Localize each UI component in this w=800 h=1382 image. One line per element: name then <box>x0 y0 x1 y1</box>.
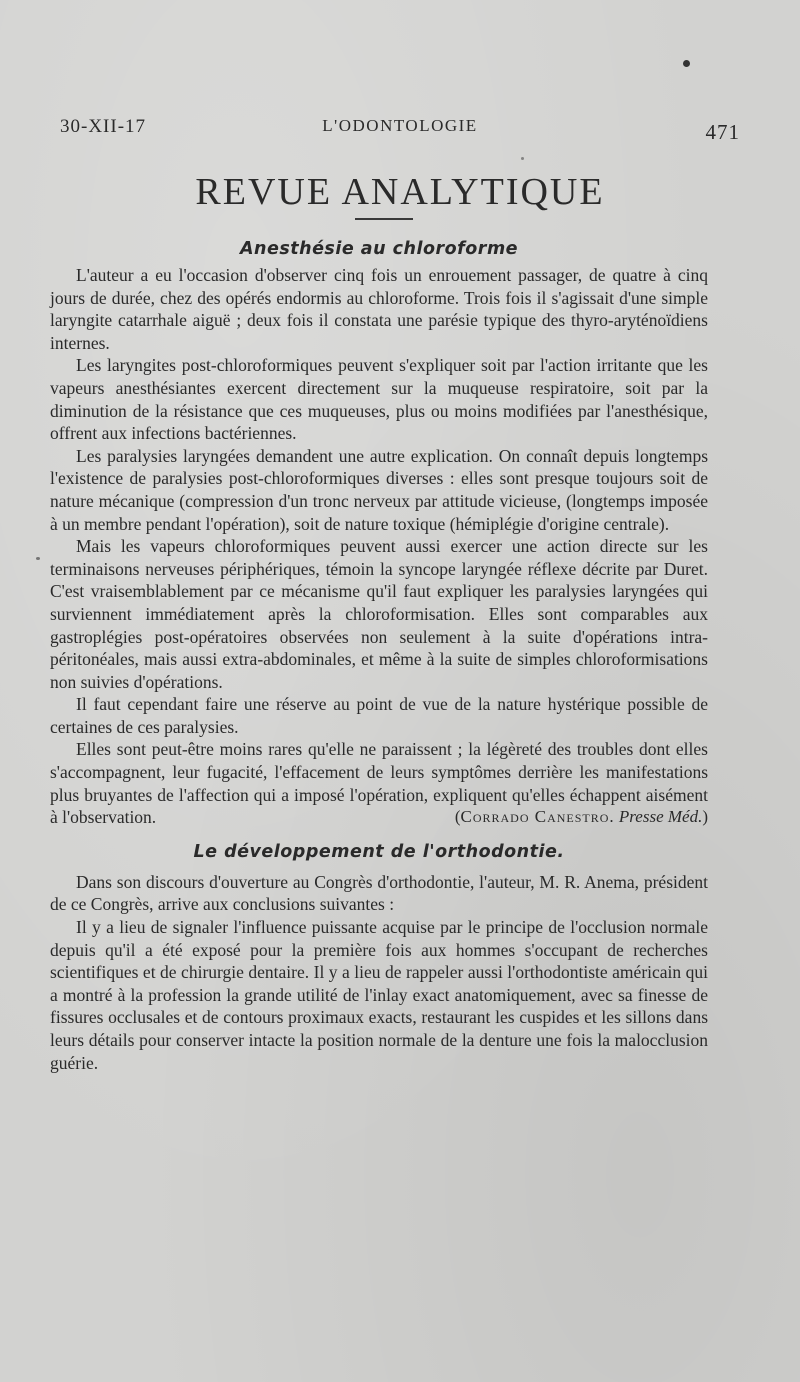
journal-name: L'ODONTOLOGIE <box>322 116 478 135</box>
section-title: REVUE ANALYTIQUE <box>195 171 605 213</box>
article-title-anesthesie: Anesthésie au chloroforme <box>239 239 519 259</box>
ink-speck <box>683 60 690 67</box>
article-paragraph: Les laryngites post-chloroformiques peuvent s'expliquer soit par l'action irritante que les vapeurs anesthésiantes exercent directement sur la muqueuse respiratoire, soit par la diminution de la résistance que ces muqueuses, plus ou moins modifiées par l'anesthésique, offrent aux infections bactériennes. <box>50 355 708 444</box>
citation-close: ) <box>702 807 708 827</box>
article-paragraph: Il y a lieu de signaler l'influence puissante acquise par le principe de l'occlusion normale depuis qu'il a été exposé pour la première fois aux hommes s'occupant de recherches scientifiques et de chirurgie dentaire. Il y a lieu de rappeler aussi l'orthodontiste américain qui a montré à la profession la grande utilité de l'inlay exact anatomiquement, avec sa finesse de fissures occlusales et de contours proximaux exacts, restaurant les cuspides et les sillons dans leurs détails pour conserver intacte la position normale de la denture une fois la malocclusion guérie. <box>50 917 708 1073</box>
article-paragraph: Mais les vapeurs chloroformiques peuvent aussi exercer une action directe sur les terminaisons nerveuses périphériques, témoin la syncope laryngée réflexe décrite par Duret. C'est vraisemblablement par ce mécanisme qu'il faut expliquer les paralysies laryngées qui surviennent immédiatement après la chloroformisation. Elles sont comparables aux gastroplégies post-opératoires observées non seulement à la suite d'opérations intra-péritonéales, mais aussi extra-abdominales, et même à la suite de simples chloroformisations non suivies d'opérations. <box>50 536 708 692</box>
article-paragraph: Il faut cependant faire une réserve au point de vue de la nature hystérique possible de certaines de ces paralysies. <box>50 694 708 737</box>
article-paragraph: Elles sont peut-être moins rares qu'elle ne paraissent ; la légèreté des troubles dont elles s'accompagnent, leur fugacité, l'effacement de leurs symptômes derrière les manifestations plus bruyantes de l'affection qui a imposé l'opération, expliquent qu'elles échappent aisément à l'observation. <box>50 739 708 828</box>
citation-source: Presse Méd. <box>618 807 703 827</box>
citation-author: Corrado Canestro. <box>460 807 615 827</box>
title-rule <box>355 218 413 220</box>
article-paragraph: Les paralysies laryngées demandent une autre explication. On connaît depuis longtemps l'existence de paralysies post-chloroformiques diverses : elles sont presque toujours soit de nature mécanique (compression d'un tronc nerveux par attitude vicieuse, (longtemps imposée à un membre pendant l'opération), soit de nature toxique (hémiplégie d'origine centrale). <box>50 445 708 534</box>
article-title-orthodontie: Le développement de l'orthodontie. <box>193 841 565 862</box>
running-head <box>60 112 740 144</box>
issue-date: 30-XII-17 <box>60 116 147 137</box>
ink-speck <box>521 157 524 160</box>
ink-speck <box>36 557 40 560</box>
article-paragraph: L'auteur a eu l'occasion d'observer cinq fois un enrouement passager, de quatre à cinq jours de durée, chez des opérés endormis au chloroforme. Trois fois il s'agissait d'une simple laryngite catarrhale aiguë ; deux fois il constata une parésie typique des thyro-aryténoïdiens internes. <box>50 265 708 353</box>
citation-open: ( <box>454 807 461 827</box>
page-body <box>50 236 708 1074</box>
article-paragraph: Dans son discours d'ouverture au Congrès d'orthodontie, l'auteur, M. R. Anema, président de ce Congrès, arrive aux conclusions suivantes : <box>50 871 708 915</box>
page-number: 471 <box>705 120 740 144</box>
